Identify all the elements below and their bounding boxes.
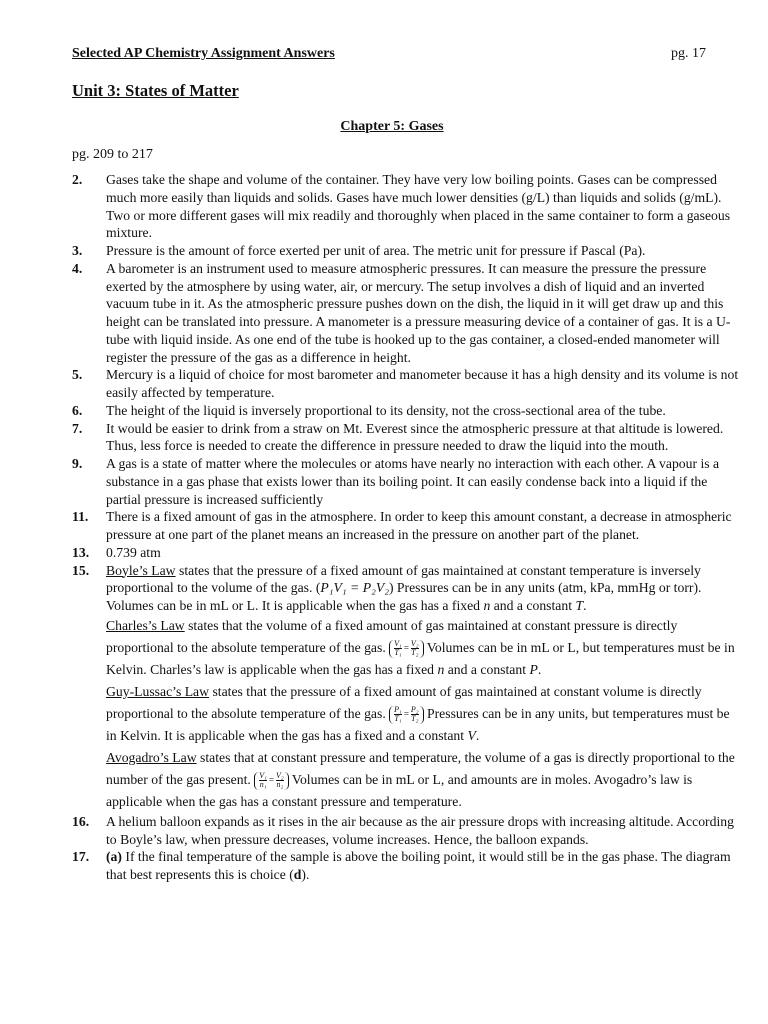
answer-text: A gas is a state of matter where the molecules or atoms have nearly no interaction with each other. A vapour is a substance in a gas phase that exists lower than its boiling point. It can easily condense back into a liquid if the partial pressure is increased sufficiently	[106, 456, 720, 507]
charles-law-text-2: Volumes can be in mL or L, but temperatures must be in Kelvin. Charles’s law is applicable when the gas has a fixed	[106, 639, 735, 677]
answer-item	[72, 848, 740, 884]
connector-text: and a constant	[490, 598, 576, 613]
answer-item	[72, 455, 740, 508]
boyles-law-term: Boyle’s Law	[106, 562, 176, 578]
page-range: pg. 209 to 217	[72, 147, 153, 162]
period: .	[537, 661, 542, 677]
avogadros-law-term: Avogadro’s Law	[106, 749, 197, 765]
guy-lussac-law-text-2: Pressures can be in any units, but temperatures must be in Kelvin. It is applicable when the gas has a fixed and a constant	[106, 705, 730, 743]
document-header-title: Selected AP Chemistry Assignment Answers	[72, 46, 335, 61]
charles-law-paragraph	[106, 615, 740, 681]
answer-item	[72, 242, 740, 260]
avogadros-law-equation: $\frac{\text{V₁}}{\text{n₁}}$ = $\frac{\text{V₂}}{\text{n₂}}$	[254, 772, 288, 790]
answer-number: 7.	[72, 420, 83, 436]
answer-number: 15.	[72, 562, 90, 578]
answer-number: 4.	[72, 260, 83, 276]
answer-text: A helium balloon expands as it rises in the air because as the air pressure drops with increasing altitude. According to Boyle’s law, when pressure decreases, volume increases. Hence, the balloon expands.	[106, 813, 734, 847]
variable-v: V	[467, 727, 476, 743]
variable-n: n	[483, 598, 491, 613]
answer-number: 13.	[72, 544, 90, 560]
connector-text: and a constant	[444, 661, 530, 677]
question-part-label: (a)	[106, 849, 122, 865]
answer-item	[72, 366, 740, 402]
charles-law-text: states that the volume of a fixed amount of gas maintained at constant pressure is directly proportional to the absolute temperature of the gas.	[106, 617, 678, 655]
answer-item	[72, 171, 740, 242]
answer-number: 6.	[72, 402, 83, 418]
answer-text: There is a fixed amount of gas in the atmosphere. In order to keep this amount constant, a decrease in atmospheric pressure at one part of the planet means an increased in the pressure on another part of the planet.	[106, 509, 732, 542]
answer-text-part: If the final temperature of the sample is above the boiling point, it would still be in the gas phase. The diagram that best represents this is choice (	[106, 849, 731, 882]
variable-n: n	[437, 661, 445, 677]
answer-text: A barometer is an instrument used to measure atmospheric pressures. It can measure the pressure the pressure exerted by the atmosphere by using water, air, or mercury. The setup involves a dish of liquid and an inverted vacuum tube in it. As the atmospheric pressure pushes down on the dish, the liquid in it will get draw up and this height can be translated into pressure. A manometer is a pressure measuring device of a container of gas. It is a U-tube with liquid inside. As one end of the tube is hooked up to the gas container, a closed-ended manometer will register the pressure of the gas as a difference in height.	[106, 260, 731, 365]
answer-text: It would be easier to drink from a straw on Mt. Everest since the atmospheric pressure at that altitude is lowered. Thus, less force is needed to create the difference in pressure needed to draw the liquid into the mouth.	[106, 420, 724, 454]
answer-item	[72, 544, 740, 562]
charles-law-term: Charles’s Law	[106, 617, 185, 633]
boyles-law-text: states that the pressure of a fixed amount of gas maintained at constant temperature is inversely proportional to the volume of the gas. (	[106, 562, 701, 596]
answer-item	[72, 508, 740, 544]
answer-number: 5.	[72, 367, 83, 383]
answer-item	[72, 260, 740, 367]
answer-item	[72, 402, 740, 420]
answer-item	[72, 813, 740, 849]
avogadros-law-text-2: Volumes can be in mL or L, and amounts are in moles. Avogadro’s law is applicable when the gas has a constant pressure and temperature.	[106, 771, 693, 809]
answer-item-gas-laws	[72, 562, 740, 813]
avogadros-law-paragraph	[106, 747, 740, 813]
variable-t: T	[575, 598, 584, 613]
boyles-law-text-2: ) Pressures can be in any units (atm, kPa, mmHg or torr). Volumes can be in mL or L. It is applicable when the gas has a fixed	[106, 580, 702, 613]
answer-text: 0.739 atm	[106, 544, 161, 560]
avogadros-law-text: states that at constant pressure and temperature, the volume of a gas is directly proportional to the number of the gas present.	[106, 749, 735, 787]
answer-number: 17.	[72, 849, 90, 865]
guy-lussac-law-equation: $\frac{\text{P₁}}{\text{T₁}}$ = $\frac{\text{P₂}}{\text{T₂}}$	[389, 706, 423, 724]
answer-text: Gases take the shape and volume of the container. They have very low boiling points. Gases can be compressed much more easily than liquids and solids. Gases have much lower densities (g/L) than liquids and solids (g/mL). Two or more different gases will mix readily and thoroughly when placed in the same container to form a gaseous mixture.	[106, 172, 731, 241]
gas-laws-text	[106, 562, 740, 813]
guy-lussac-law-term: Guy-Lussac’s Law	[106, 683, 210, 699]
answer-number: 9.	[72, 456, 83, 471]
boyles-law-paragraph	[106, 562, 740, 615]
answer-list	[72, 171, 740, 884]
unit-title: Unit 3: States of Matter	[72, 81, 239, 100]
answer-choice: d	[293, 867, 302, 882]
answer-text: The height of the liquid is inversely proportional to its density, not the cross-sectional area of the tube.	[106, 402, 666, 418]
answer-item	[72, 420, 740, 456]
variable-p: P	[529, 661, 538, 677]
page-number: pg. 17	[671, 46, 706, 61]
period: .	[583, 598, 587, 613]
chapter-title: Chapter 5: Gases	[340, 119, 444, 134]
answer-text	[106, 848, 740, 884]
guy-lussac-law-text: states that the pressure of a fixed amount of gas maintained at constant volume is directly proportional to the absolute temperature of the gas.	[106, 683, 702, 721]
answer-number: 11.	[72, 509, 89, 525]
answer-number: 2.	[72, 172, 83, 187]
answer-number: 3.	[72, 243, 83, 258]
charles-law-equation: $\frac{\text{V₁}}{\text{T₁}}$ = $\frac{\text{V₂}}{\text{T₂}}$	[389, 640, 423, 658]
answer-text: Mercury is a liquid of choice for most barometer and manometer because it has a high density and its volume is not easily affected by temperature.	[106, 367, 739, 400]
guy-lussac-law-paragraph	[106, 681, 740, 747]
boyles-law-equation: P₁V₁ = P₂V₂	[320, 580, 389, 596]
answer-text-end: ).	[301, 867, 310, 882]
answer-text: Pressure is the amount of force exerted per unit of area. The metric unit for pressure if Pascal (Pa).	[106, 243, 646, 258]
period: .	[475, 727, 480, 743]
answer-number: 16.	[72, 813, 90, 829]
